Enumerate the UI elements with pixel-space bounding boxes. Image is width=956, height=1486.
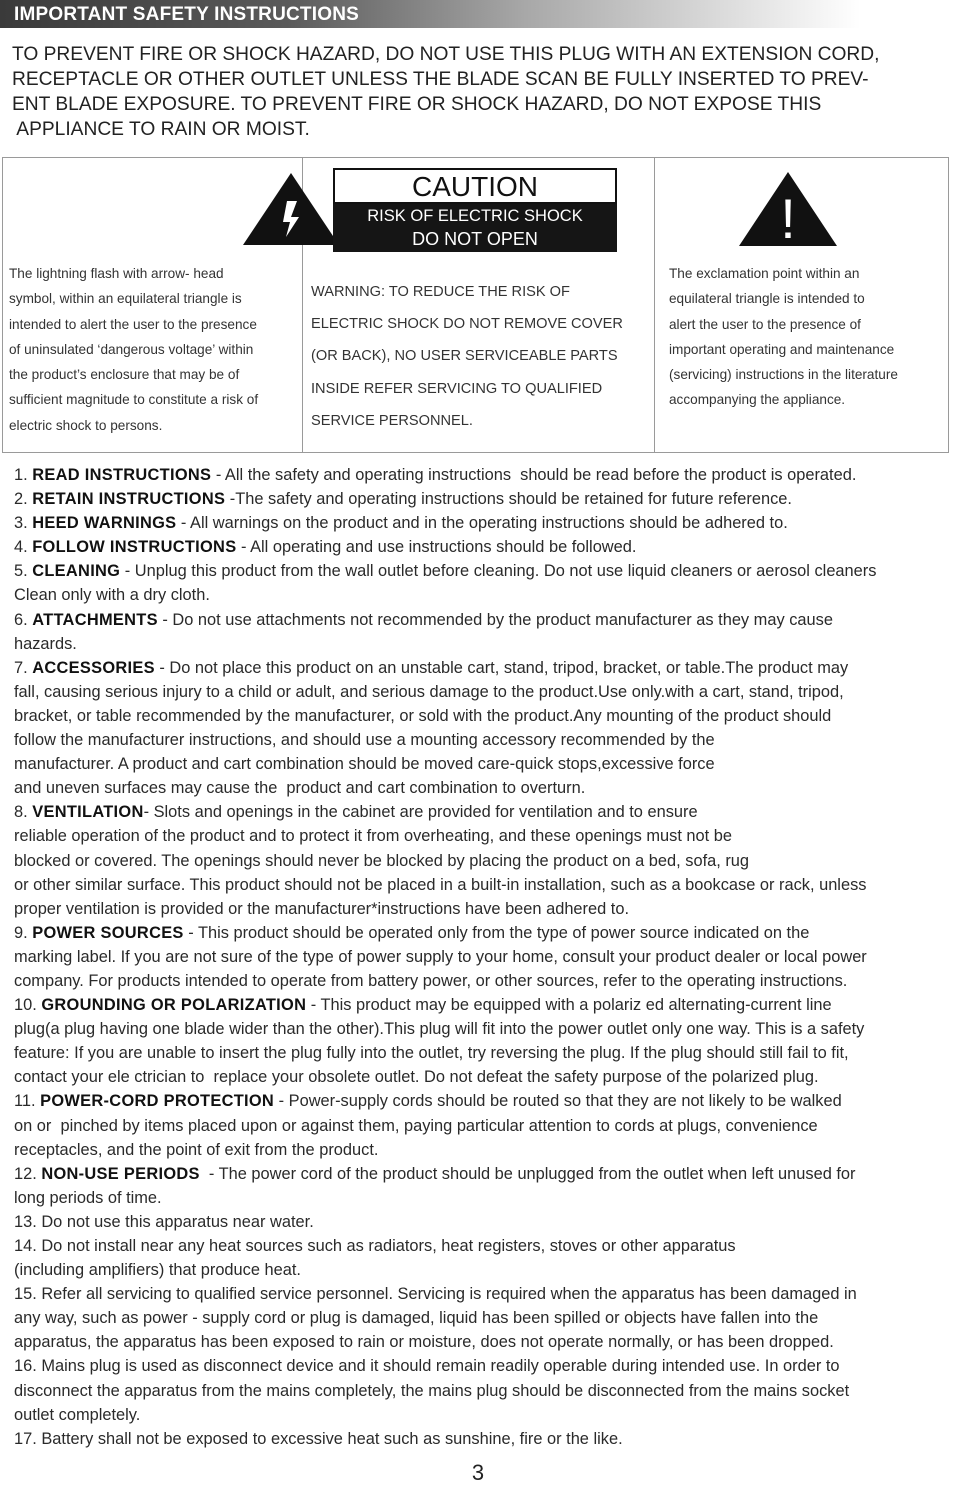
exclamation-triangle-icon (737, 170, 839, 248)
instruction-line (14, 1089, 954, 1113)
section-title: IMPORTANT SAFETY INSTRUCTIONS (14, 4, 359, 25)
instruction-text: receptacles, and the point of exit from the product. (14, 1140, 379, 1159)
instruction-heading: ACCESSORIES (32, 658, 155, 677)
safety-instructions-list (14, 463, 954, 1451)
instruction-number: 4. (14, 538, 33, 557)
instruction-line (14, 656, 954, 680)
instruction-text: - All operating and use instructions should be followed. (236, 538, 637, 557)
instruction-number: 3. (14, 514, 33, 533)
text-line: The exclamation point within an (669, 266, 860, 281)
caution-do-not-open-text: DO NOT OPEN (412, 229, 538, 249)
instruction-text: -The safety and operating instructions should be retained for future reference. (225, 490, 792, 509)
text-line: alert the user to the presence of (669, 316, 861, 332)
instruction-line (14, 897, 954, 921)
instruction-text: - Do not use attachments not recommended by the product manufacturer as they may cause (157, 610, 833, 629)
text-line: intended to alert the user to the presence (9, 316, 257, 332)
instruction-text: blocked or covered. The openings should never be blocked by placing the product on a bed, sofa, rug (14, 851, 750, 870)
instruction-text: 15. Refer all servicing to qualified service personnel. Servicing is required when the apparatus has been damaged in (14, 1285, 857, 1304)
instruction-text: long periods of time. (14, 1188, 162, 1207)
exclamation-glyph: ! (780, 187, 796, 248)
instruction-text: Clean only with a dry cloth. (14, 586, 210, 605)
text-line: ELECTRIC SHOCK DO NOT REMOVE COVER (311, 316, 623, 333)
caution-title: CAUTION (333, 168, 617, 204)
instruction-text: apparatus, the apparatus has been exposed to rain or moisture, does not operate normally, or has been dropped. (14, 1333, 834, 1352)
warning-line: ENT BLADE EXPOSURE. TO PREVENT FIRE OR SHOCK HAZARD, DO NOT EXPOSE THIS (12, 94, 822, 115)
instruction-text: marking label. If you are not sure of the type of power supply to your home, consult your product dealer or local power (14, 947, 867, 966)
instruction-heading: POWER SOURCES (32, 923, 184, 942)
instruction-line (14, 1114, 954, 1138)
instruction-line (14, 945, 954, 969)
instruction-line (14, 1354, 954, 1378)
page-number: 3 (471, 1460, 485, 1485)
text-line: equilateral triangle is intended to (669, 291, 865, 307)
text-line: INSIDE REFER SERVICING TO QUALIFIED (311, 380, 603, 397)
instruction-line (14, 559, 954, 583)
instruction-text: outlet completely. (14, 1405, 141, 1424)
instruction-text: follow the manufacturer instructions, and should use a mounting accessory recommended by the (14, 731, 715, 750)
column-divider (654, 158, 655, 452)
instruction-text: and uneven surfaces may cause the product and cart combination to overturn. (14, 779, 586, 798)
text-line: the product’s enclosure that may be of (9, 367, 240, 383)
instruction-heading: CLEANING (32, 562, 121, 581)
instruction-line (14, 1258, 954, 1282)
text-line: important operating and maintenance (669, 341, 895, 357)
warning-line: RECEPTACLE OR OTHER OUTLET UNLESS THE BLADE SCAN BE FULLY INSERTED TO PREV- (12, 69, 869, 90)
instruction-line (14, 921, 954, 945)
instruction-number: 2. (14, 490, 33, 509)
text-line: sufficient magnitude to constitute a risk of (9, 392, 259, 408)
instruction-number: 1. (14, 466, 33, 484)
instruction-number: 6. (14, 610, 33, 629)
instruction-text: reliable operation of the product and to protect it from overheating, and these openings must not be (14, 827, 733, 846)
lightning-triangle-icon (241, 171, 341, 247)
instruction-line (14, 1306, 954, 1330)
text-line: symbol, within an equilateral triangle is (9, 291, 242, 307)
instruction-text: fall, causing serious injury to a child or adult, and serious damage to the product.Use only.with a cart, stand, tripod, (14, 682, 844, 701)
instruction-text: on or pinched by items placed upon or against them, paying particular attention to cords at plugs, convenience (14, 1116, 818, 1135)
instruction-text: 14. Do not install near any heat sources such as radiators, heat registers, stoves or other apparatus (14, 1237, 736, 1255)
instruction-line (14, 776, 954, 800)
instruction-line (14, 993, 954, 1017)
instruction-line (14, 1017, 954, 1041)
instruction-line (14, 583, 954, 607)
instruction-number: 10. (14, 996, 42, 1015)
instruction-line (14, 535, 954, 559)
instruction-line (14, 1065, 954, 1089)
instruction-line (14, 1162, 954, 1186)
warning-line: TO PREVENT FIRE OR SHOCK HAZARD, DO NOT USE THIS PLUG WITH AN EXTENSION CORD, (12, 44, 880, 65)
instruction-number: 12. (14, 1164, 42, 1183)
instruction-text: - Do not place this product on an unstable cart, stand, tripod, bracket, or table.The product may (154, 658, 849, 677)
instruction-text: company. For products intended to operate from battery power, or other sources, refer to the operating instructions. (14, 971, 848, 990)
instruction-text: - Slots and openings in the cabinet are provided for ventilation and to ensure (143, 803, 698, 822)
instruction-line (14, 1210, 954, 1234)
instruction-line (14, 704, 954, 728)
instruction-line (14, 632, 954, 656)
instruction-heading: VENTILATION (32, 803, 144, 822)
instruction-line (14, 1379, 954, 1403)
instruction-line (14, 487, 954, 511)
instruction-text: 16. Mains plug is used as disconnect device and it should remain readily operable during intended use. In order to (14, 1357, 840, 1376)
instruction-text: 13. Do not use this apparatus near water. (14, 1212, 314, 1231)
instruction-heading: POWER-CORD PROTECTION (40, 1092, 275, 1111)
instruction-text: plug(a plug having one blade wider than the other).This plug will fit into the power outlet only one way. This is a safety (14, 1020, 865, 1039)
instruction-line (14, 969, 954, 993)
instruction-text: feature: If you are unable to insert the plug fully into the outlet, try reversing the plug. If the plug should still fail to fit, (14, 1044, 849, 1063)
instruction-line (14, 1186, 954, 1210)
instruction-text: - The power cord of the product should be unplugged from the outlet when left unused for (199, 1164, 856, 1183)
text-line: of uninsulated ‘dangerous voltage’ within (9, 341, 254, 357)
text-line: SERVICE PERSONNEL. (311, 412, 473, 429)
instruction-line (14, 1041, 954, 1065)
caution-label (333, 168, 617, 252)
safety-symbols-panel (2, 157, 949, 453)
instruction-line (14, 873, 954, 897)
instruction-text: proper ventilation is provided or the manufacturer*instructions have been adhered to. (14, 899, 630, 918)
instruction-line (14, 1282, 954, 1306)
instruction-line (14, 1234, 954, 1258)
instruction-number: 9. (14, 923, 33, 942)
caution-subtitle-block (333, 204, 617, 252)
instruction-text: manufacturer. A product and cart combination should be moved care-quick stops,excessive force (14, 755, 715, 774)
instruction-line (14, 824, 954, 848)
instruction-line (14, 511, 954, 535)
instruction-line (14, 463, 954, 487)
instruction-line (14, 800, 954, 824)
instruction-heading: HEED WARNINGS (32, 514, 177, 533)
instruction-number: 7. (14, 658, 33, 677)
instruction-text: - Power-supply cords should be routed so that they are not likely to be walked (274, 1092, 842, 1111)
text-line: electric shock to persons. (9, 417, 163, 433)
instruction-heading: READ INSTRUCTIONS (32, 466, 212, 484)
text-line: (OR BACK), NO USER SERVICEABLE PARTS (311, 348, 618, 365)
caution-risk-text: RISK OF ELECTRIC SHOCK (367, 207, 583, 225)
text-line: accompanying the appliance. (669, 392, 846, 408)
instruction-heading: FOLLOW INSTRUCTIONS (32, 538, 237, 557)
instruction-line (14, 1403, 954, 1427)
instruction-line (14, 849, 954, 873)
text-line: (servicing) instructions in the literature (669, 367, 898, 383)
instruction-text: or other similar surface. This product should not be placed in a built-in installation, such as a bookcase or rack, unless (14, 875, 867, 894)
instruction-text: - All the safety and operating instructions should be read before the product is operated. (211, 466, 857, 484)
instruction-text: contact your ele ctrician to replace your obsolete outlet. Do not defeat the safety purpose of the polarized plug. (14, 1068, 819, 1087)
instruction-line (14, 1427, 954, 1451)
instruction-text: hazards. (14, 634, 77, 653)
instruction-number: 11. (14, 1092, 41, 1111)
instruction-line (14, 728, 954, 752)
instruction-text: disconnect the apparatus from the mains completely, the mains plug should be disconnected from the mains socket (14, 1381, 850, 1400)
instruction-number: 5. (14, 562, 33, 581)
instruction-line (14, 752, 954, 776)
lightning-symbol-description (9, 261, 258, 438)
exclamation-symbol-description (669, 261, 898, 413)
text-line: The lightning flash with arrow- head (9, 266, 224, 281)
fire-shock-warning (12, 42, 947, 142)
section-header-bar (0, 0, 956, 28)
instruction-heading: GROUNDING OR POLARIZATION (41, 996, 307, 1015)
instruction-text: - This product should be operated only from the type of power source indicated on the (183, 923, 810, 942)
warning-line: APPLIANCE TO RAIN OR MOIST. (12, 119, 310, 140)
instruction-heading: ATTACHMENTS (32, 610, 158, 629)
warning-cover-text (311, 276, 623, 437)
instruction-text: any way, such as power - supply cord or plug is damaged, liquid has been spilled or objects have fallen into the (14, 1309, 819, 1328)
instruction-text: (including amplifiers) that produce heat. (14, 1261, 301, 1280)
instruction-text: bracket, or table recommended by the manufacturer, or sold with the product.Any mounting of the product should (14, 706, 832, 725)
instruction-text: - All warnings on the product and in the operating instructions should be adhered to. (176, 514, 788, 533)
instruction-line (14, 1138, 954, 1162)
instruction-number: 8. (14, 803, 33, 822)
instruction-heading: NON-USE PERIODS (41, 1164, 200, 1183)
text-line: WARNING: TO REDUCE THE RISK OF (311, 284, 570, 300)
instruction-text: - This product may be equipped with a polariz ed alternating-current line (306, 996, 832, 1015)
instruction-line (14, 680, 954, 704)
instruction-line (14, 608, 954, 632)
instruction-text: 17. Battery shall not be exposed to excessive heat such as sunshine, fire or the like. (14, 1429, 623, 1448)
instruction-heading: RETAIN INSTRUCTIONS (32, 490, 226, 509)
instruction-text: - Unplug this product from the wall outlet before cleaning. Do not use liquid cleaners or aerosol cleaners (120, 562, 877, 581)
instruction-line (14, 1330, 954, 1354)
